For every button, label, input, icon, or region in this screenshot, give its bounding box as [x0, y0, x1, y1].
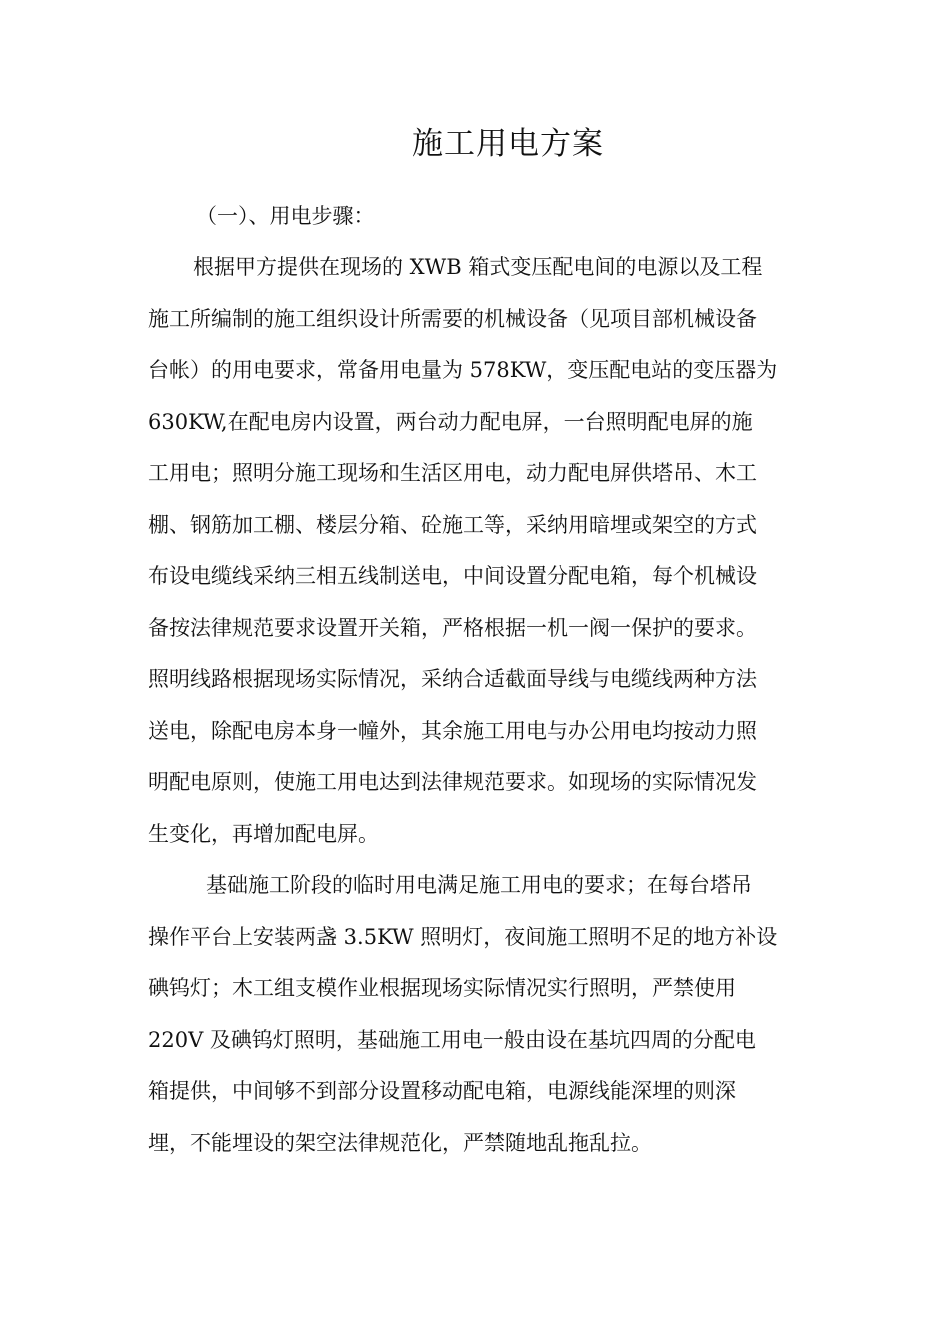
- body-line: 棚、钢筋加工棚、楼层分箱、砼施工等，采纳用暗埋或架空的方式: [148, 513, 757, 537]
- body-line: 基础施工阶段的临时用电满足施工用电的要求；在每台塔吊: [206, 873, 752, 897]
- page-title: 施工用电方案: [412, 126, 604, 162]
- body-line: 生变化，再增加配电屏。: [148, 822, 379, 846]
- body-line: 施工所编制的施工组织设计所需要的机械设备（见项目部机械设备: [148, 307, 757, 331]
- body-line: 630KW,在配电房内设置，两台动力配电屏，一台照明配电屏的施: [148, 410, 753, 434]
- body-line: 送电，除配电房本身一幢外，其余施工用电与办公用电均按动力照: [148, 719, 757, 743]
- body-line: 台帐）的用电要求，常备用电量为 578KW，变压配电站的变压器为: [148, 358, 778, 382]
- body-line: 布设电缆线采纳三相五线制送电，中间设置分配电箱，每个机械设: [148, 564, 757, 588]
- body-line: 备按法律规范要求设置开关箱，严格根据一机一阀一保护的要求。: [148, 616, 757, 640]
- body-line: 操作平台上安装两盏 3.5KW 照明灯，夜间施工照明不足的地方补设: [148, 925, 778, 949]
- body-line: 箱提供，中间够不到部分设置移动配电箱，电源线能深埋的则深: [148, 1079, 736, 1103]
- body-line: 根据甲方提供在现场的 XWB 箱式变压配电间的电源以及工程: [193, 255, 763, 279]
- body-line: 220V 及碘钨灯照明，基础施工用电一般由设在基坑四周的分配电: [148, 1028, 756, 1052]
- section-heading: （一）、用电步骤：: [196, 204, 375, 228]
- body-line: 照明线路根据现场实际情况，采纳合适截面导线与电缆线两种方法: [148, 667, 757, 691]
- body-line: 埋，不能埋设的架空法律规范化，严禁随地乱拖乱拉。: [148, 1131, 652, 1155]
- body-line: 明配电原则，使施工用电达到法律规范要求。如现场的实际情况发: [148, 770, 757, 794]
- body-line: 碘钨灯；木工组支模作业根据现场实际情况实行照明，严禁使用: [148, 976, 736, 1000]
- body-line: 工用电；照明分施工现场和生活区用电，动力配电屏供塔吊、木工: [148, 461, 757, 485]
